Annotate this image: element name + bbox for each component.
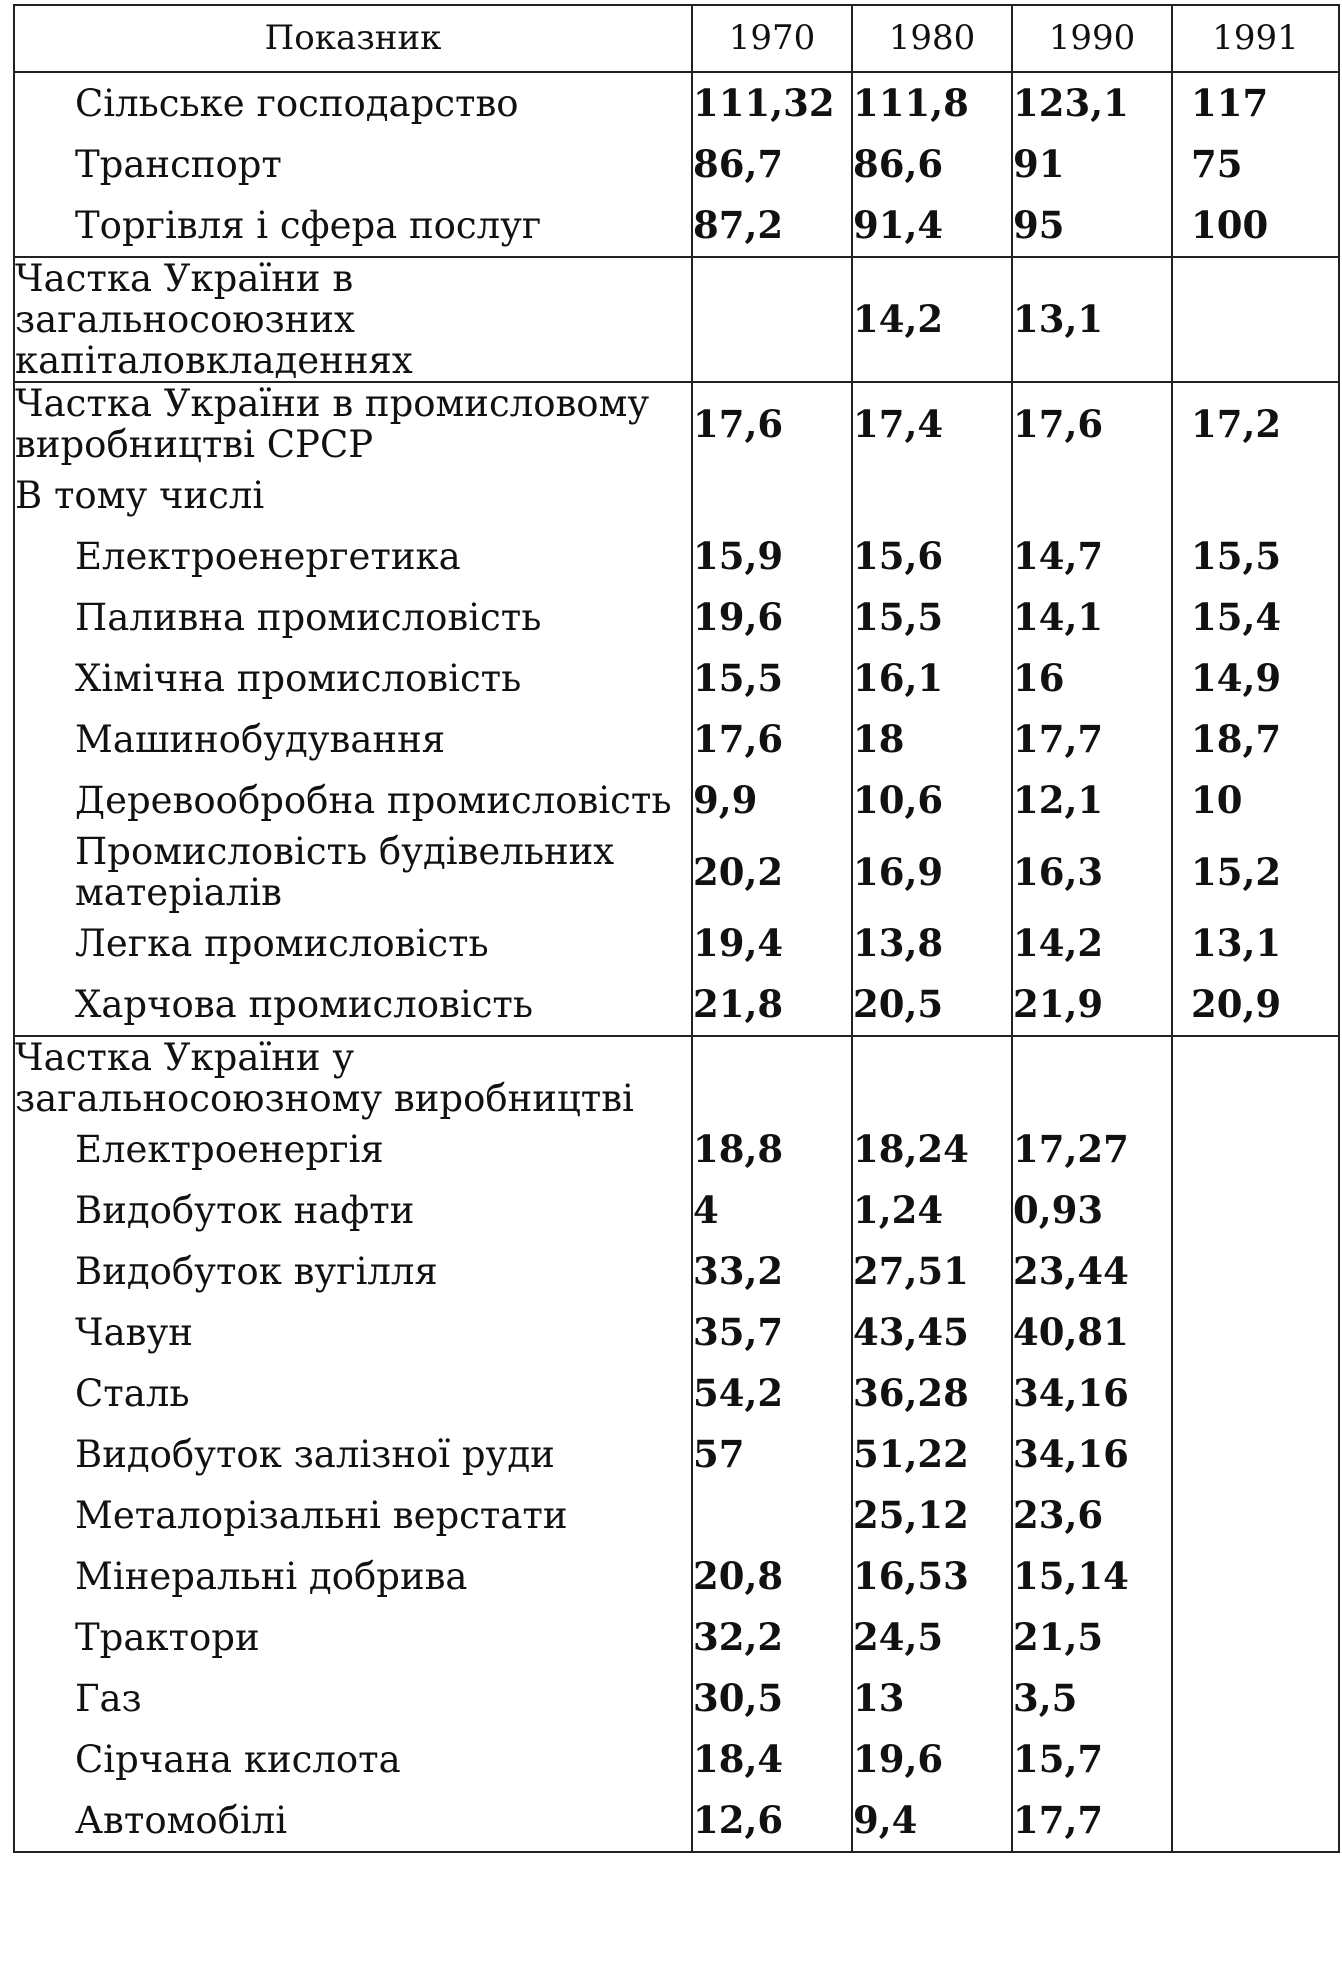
table-row	[14, 382, 1339, 465]
table-body	[14, 72, 1339, 1852]
value-cell: 36,28	[852, 1363, 1012, 1424]
value-cell	[852, 1036, 1012, 1119]
value-cell: 10,6	[852, 770, 1012, 831]
value-cell: 10	[1172, 770, 1339, 831]
value-cell: 12,6	[692, 1790, 852, 1852]
value-cell: 95	[1012, 195, 1172, 257]
value-cell: 18,7	[1172, 709, 1339, 770]
value-cell	[692, 257, 852, 382]
value-cell: 13,1	[1012, 257, 1172, 382]
row-label: Промисловість будівельних матеріалів	[14, 831, 692, 913]
value-cell: 111,32	[692, 72, 852, 134]
value-cell: 17,2	[1172, 382, 1339, 465]
value-cell: 9,9	[692, 770, 852, 831]
header-indicator: Показник	[14, 5, 692, 72]
value-cell: 40,81	[1012, 1302, 1172, 1363]
value-cell	[1172, 1668, 1339, 1729]
value-cell: 14,7	[1012, 526, 1172, 587]
value-cell: 15,14	[1012, 1546, 1172, 1607]
value-cell	[1172, 1424, 1339, 1485]
table-row	[14, 1180, 1339, 1241]
table-row	[14, 1790, 1339, 1852]
row-label: В тому числі	[14, 465, 692, 526]
value-cell: 25,12	[852, 1485, 1012, 1546]
value-cell: 0,93	[1012, 1180, 1172, 1241]
statistics-table	[13, 4, 1340, 1853]
value-cell	[1172, 1119, 1339, 1180]
table-row	[14, 1241, 1339, 1302]
header-row	[14, 5, 1339, 72]
value-cell: 15,7	[1012, 1729, 1172, 1790]
value-cell: 20,5	[852, 974, 1012, 1036]
row-label: Електроенергія	[14, 1119, 692, 1180]
row-label: Видобуток нафти	[14, 1180, 692, 1241]
value-cell: 17,6	[692, 382, 852, 465]
table-row	[14, 913, 1339, 974]
value-cell: 21,8	[692, 974, 852, 1036]
row-label: Харчова промисловість	[14, 974, 692, 1036]
value-cell: 14,9	[1172, 648, 1339, 709]
table-row	[14, 648, 1339, 709]
table-row	[14, 709, 1339, 770]
value-cell	[1012, 465, 1172, 526]
value-cell	[1012, 1036, 1172, 1119]
header-year-1980: 1980	[852, 5, 1012, 72]
table-row	[14, 1036, 1339, 1119]
table-row	[14, 1363, 1339, 1424]
row-label: Машинобудування	[14, 709, 692, 770]
value-cell: 15,2	[1172, 831, 1339, 913]
value-cell: 75	[1172, 134, 1339, 195]
row-label: Хімічна промисловість	[14, 648, 692, 709]
row-label: Торгівля і сфера послуг	[14, 195, 692, 257]
table-row	[14, 1424, 1339, 1485]
value-cell: 17,7	[1012, 709, 1172, 770]
value-cell: 43,45	[852, 1302, 1012, 1363]
value-cell: 91,4	[852, 195, 1012, 257]
value-cell: 23,6	[1012, 1485, 1172, 1546]
value-cell	[1172, 1790, 1339, 1852]
value-cell: 19,6	[692, 587, 852, 648]
row-label: Сільське господарство	[14, 72, 692, 134]
table-row	[14, 1729, 1339, 1790]
row-label: Видобуток вугілля	[14, 1241, 692, 1302]
value-cell: 21,5	[1012, 1607, 1172, 1668]
table-row	[14, 974, 1339, 1036]
value-cell: 17,4	[852, 382, 1012, 465]
value-cell: 20,2	[692, 831, 852, 913]
value-cell: 19,6	[852, 1729, 1012, 1790]
row-label: Транспорт	[14, 134, 692, 195]
value-cell: 16,9	[852, 831, 1012, 913]
value-cell: 18	[852, 709, 1012, 770]
row-label: Деревообробна промисловість	[14, 770, 692, 831]
value-cell: 1,24	[852, 1180, 1012, 1241]
value-cell: 86,7	[692, 134, 852, 195]
table-row	[14, 1302, 1339, 1363]
table-row	[14, 526, 1339, 587]
value-cell	[1172, 1729, 1339, 1790]
table-row	[14, 770, 1339, 831]
value-cell	[1172, 1363, 1339, 1424]
value-cell	[692, 1036, 852, 1119]
value-cell: 20,8	[692, 1546, 852, 1607]
table-row	[14, 257, 1339, 382]
value-cell: 4	[692, 1180, 852, 1241]
value-cell: 19,4	[692, 913, 852, 974]
value-cell: 123,1	[1012, 72, 1172, 134]
value-cell: 34,16	[1012, 1363, 1172, 1424]
row-label: Паливна промисловість	[14, 587, 692, 648]
value-cell: 15,5	[1172, 526, 1339, 587]
value-cell	[852, 465, 1012, 526]
value-cell: 16,3	[1012, 831, 1172, 913]
value-cell: 34,16	[1012, 1424, 1172, 1485]
value-cell	[1172, 1180, 1339, 1241]
value-cell: 14,2	[852, 257, 1012, 382]
value-cell: 14,1	[1012, 587, 1172, 648]
value-cell: 13,8	[852, 913, 1012, 974]
value-cell: 117	[1172, 72, 1339, 134]
row-label: Частка України у загальносоюзному виробництві	[14, 1036, 692, 1119]
row-label: Видобуток залізної руди	[14, 1424, 692, 1485]
value-cell: 17,27	[1012, 1119, 1172, 1180]
value-cell	[1172, 257, 1339, 382]
table-row	[14, 195, 1339, 257]
value-cell: 12,1	[1012, 770, 1172, 831]
value-cell: 13,1	[1172, 913, 1339, 974]
table-row	[14, 1485, 1339, 1546]
header-year-1991: 1991	[1172, 5, 1339, 72]
table-row	[14, 134, 1339, 195]
value-cell	[1172, 1546, 1339, 1607]
value-cell: 17,6	[1012, 382, 1172, 465]
value-cell: 30,5	[692, 1668, 852, 1729]
table-row	[14, 1607, 1339, 1668]
value-cell: 33,2	[692, 1241, 852, 1302]
table-row	[14, 1546, 1339, 1607]
value-cell: 51,22	[852, 1424, 1012, 1485]
value-cell: 23,44	[1012, 1241, 1172, 1302]
value-cell	[692, 465, 852, 526]
value-cell: 17,7	[1012, 1790, 1172, 1852]
table-row	[14, 1119, 1339, 1180]
value-cell: 17,6	[692, 709, 852, 770]
value-cell: 15,4	[1172, 587, 1339, 648]
header-year-1970: 1970	[692, 5, 852, 72]
value-cell: 91	[1012, 134, 1172, 195]
value-cell: 16,1	[852, 648, 1012, 709]
value-cell: 18,24	[852, 1119, 1012, 1180]
value-cell: 14,2	[1012, 913, 1172, 974]
row-label: Електроенергетика	[14, 526, 692, 587]
value-cell: 13	[852, 1668, 1012, 1729]
table-row	[14, 1668, 1339, 1729]
value-cell: 86,6	[852, 134, 1012, 195]
value-cell	[1172, 1302, 1339, 1363]
value-cell: 9,4	[852, 1790, 1012, 1852]
row-label: Частка України в загальносоюзних капіталовкладеннях	[14, 257, 692, 382]
row-label: Металорізальні верстати	[14, 1485, 692, 1546]
value-cell: 20,9	[1172, 974, 1339, 1036]
value-cell: 32,2	[692, 1607, 852, 1668]
value-cell: 21,9	[1012, 974, 1172, 1036]
value-cell: 16,53	[852, 1546, 1012, 1607]
row-label: Мінеральні добрива	[14, 1546, 692, 1607]
value-cell: 16	[1012, 648, 1172, 709]
value-cell: 57	[692, 1424, 852, 1485]
row-label: Сталь	[14, 1363, 692, 1424]
value-cell	[1172, 465, 1339, 526]
value-cell	[1172, 1241, 1339, 1302]
row-label: Чавун	[14, 1302, 692, 1363]
value-cell: 15,6	[852, 526, 1012, 587]
value-cell: 35,7	[692, 1302, 852, 1363]
table-row	[14, 587, 1339, 648]
row-label: Легка промисловість	[14, 913, 692, 974]
value-cell	[1172, 1607, 1339, 1668]
value-cell: 18,8	[692, 1119, 852, 1180]
row-label: Трактори	[14, 1607, 692, 1668]
value-cell	[1172, 1036, 1339, 1119]
value-cell	[692, 1485, 852, 1546]
value-cell: 15,9	[692, 526, 852, 587]
table-row	[14, 72, 1339, 134]
value-cell: 24,5	[852, 1607, 1012, 1668]
row-label: Частка України в промисловому виробництві СРСР	[14, 382, 692, 465]
header-year-1990: 1990	[1012, 5, 1172, 72]
value-cell: 87,2	[692, 195, 852, 257]
value-cell	[1172, 1485, 1339, 1546]
value-cell: 3,5	[1012, 1668, 1172, 1729]
value-cell: 15,5	[692, 648, 852, 709]
table-row	[14, 465, 1339, 526]
value-cell: 15,5	[852, 587, 1012, 648]
value-cell: 111,8	[852, 72, 1012, 134]
value-cell: 100	[1172, 195, 1339, 257]
row-label: Автомобілі	[14, 1790, 692, 1852]
row-label: Сірчана кислота	[14, 1729, 692, 1790]
value-cell: 27,51	[852, 1241, 1012, 1302]
table-row	[14, 831, 1339, 913]
row-label: Газ	[14, 1668, 692, 1729]
value-cell: 54,2	[692, 1363, 852, 1424]
value-cell: 18,4	[692, 1729, 852, 1790]
